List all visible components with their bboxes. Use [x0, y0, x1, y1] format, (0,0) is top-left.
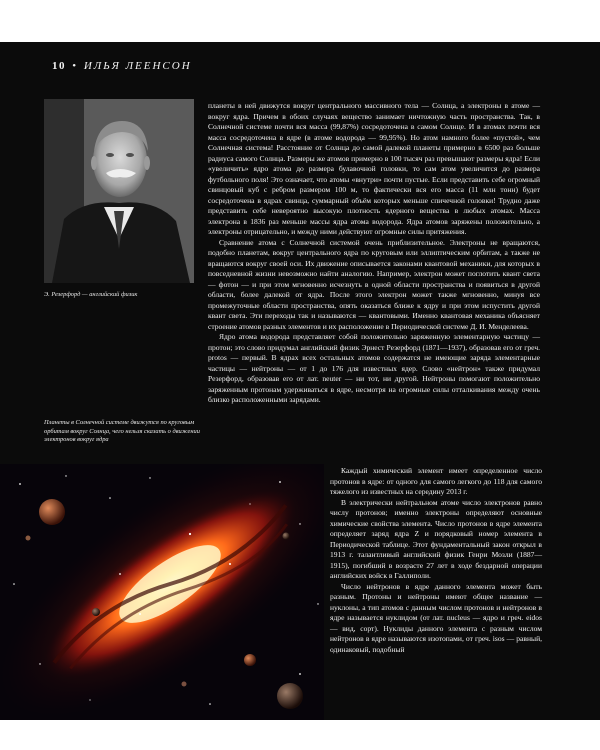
page-number: 10 [52, 60, 66, 72]
page-top-margin [0, 0, 600, 42]
paragraph: В электрически нейтральном атоме число электронов равно числу протонов; именно электроны определяют основные химические свойства элемента. Число протонов в ядре элемента определяет заряд ядра Z и порядковый номер элемента в Периодической таблице. Этот фундаментальный закон открыл в 1913 г. талантливый английский физик Генри Мозли (1887—1915), погибший в возрасте 27 лет в ходе бездарной операции английских войск в Галлиполи. [330, 497, 542, 580]
author-name: ИЛЬЯ ЛЕЕНСОН [83, 60, 192, 72]
paragraph: Число нейтронов в ядре данного элемента может быть разным. Протоны и нейтроны имеют общее название — нуклоны, а тип атомов с данным числом протонов и нейтронов в ядре называется нуклидом (от лат. nucleus — ядро и греч. eidos — вид, сорт). Нуклиды данного элемента с разным числом нейтронов в ядре называются изотопами, от греч. isos — равный, одинаковый, подобный [330, 581, 542, 654]
page-bottom-margin [0, 720, 600, 750]
paragraph: Ядро атома водорода представляет собой положительно заряженную элементарную частицу — протон; это слово придумал английский физик Эрнест Резерфорд (1871—1937), образовав его от греч. protos — первый. В ядрах всех остальных атомов содержатся не имеющие заряда элементарные частицы — нейтроны — от 1 до 176 для известных ядер. Слово «нейтрон» также придумал Резерфорд, образовав его от лат. neuter — ни тот, ни другой. Нейтроны помогают положительно заряженным протонам удерживаться в ядре, несмотря на огромные силы отталкивания между очень близко расположенными зарядами. [208, 332, 540, 404]
text-column-main [208, 101, 540, 406]
paragraph: планеты в ней движутся вокруг центрального массивного тела — Солнца, а электроны в атоме — вокруг ядра. Причем в обоих случаях вещество занимает ничтожную часть пространства. Так, в Солнечной системе почти вся масса (99,87%) сосредоточена в самом Солнце. И в атомах почти вся масса сосредоточена в ядре (в атоме водорода — 99,95%). Но атом намного более «пустой», чем Солнечная система! Расстояние от Солнца до самой далекой планеты примерно в 6500 раз больше радиуса самого Солнца. Размеры же атомов примерно в 100 тысяч раз превышают размеры ядра! Если «увеличить» ядро атома до размера булавочной головки, то сам атом увеличится до размера футбольного поля! Это означает, что атомы «внутри» почти пустые. Если представить себе огромный свинцовый куб с ребром размером 100 м, то фактически вся его масса (11 млн тонн) будет сосредоточена в ядрах свинца, суммарный объём которых меньше спичечной головки! Трудно даже представить себе невероятно высокую плотность ядерного вещества в любых атомах. Масса электрона в 1836 раз меньше массы ядра атома водорода. Ядра атомов заряжены положительно, а электроны отрицательно, и между ними действуют огромные силы притяжения. [208, 101, 540, 236]
running-header [52, 60, 192, 72]
galaxy-illustration [0, 464, 324, 720]
rutherford-portrait [44, 99, 194, 283]
header-separator: • [72, 60, 78, 72]
text-column-secondary [330, 466, 542, 655]
paragraph: Каждый химический элемент имеет определенное число протонов в ядре: от одного для самого легкого до 118 для самого тяжелого из известных на середину 2013 г. [330, 466, 542, 496]
solar-system-caption: Планеты в Солнечной системе движутся по круговым орбитам вокруг Солнца, чего нельзя сказать о движении электронов вокруг ядра [44, 419, 200, 444]
paragraph: Сравнение атома с Солнечной системой очень приблизительное. Электроны не вращаются, подобно планетам, вокруг центрального ядра по круговым или эллиптическим орбитам, а также не вращаются вокруг своей оси. Их движение описывается законами квантовой механики, для которых в повседневной жизни невозможно найти аналогию. Например, электрон может поглотить квант света — фотон — и при этом мгновенно исчезнуть в одной области пространства и появиться в другой области, более далекой от ядра. После этого электрон может также мгновенно, минуя все промежуточные области пространства, опять оказаться ближе к ядру и при этом испустить другой квант света. Эти переходы так и называются — квантовыми. Именно квантовая механика объясняет строение атомов разных элементов и их расположение в Периодической системе Д. И. Менделеева. [208, 237, 540, 331]
portrait-caption: Э. Резерфорд — английский физик [44, 291, 138, 298]
